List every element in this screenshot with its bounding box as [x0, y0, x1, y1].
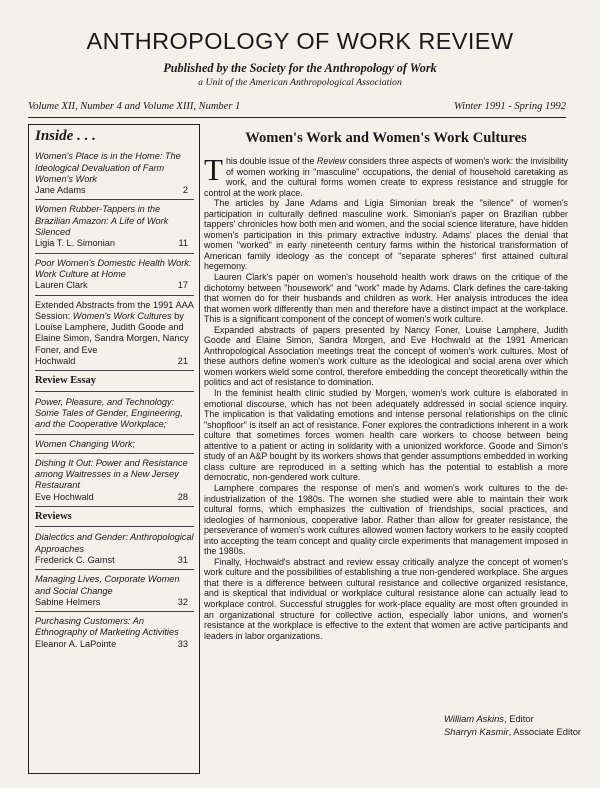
toc-title: Dialectics and Gender: Anthropological Approaches: [35, 532, 194, 554]
article-paragraph: Lamphere compares the response of men's and women's work cultures to the de-industrialization of the 1980s. The women she studied were able to maintain their work cultural forms, which emphasizes the cultivation of friendships, social practices, and ideologies of harmonious, cooperative labor. Rather than allow for greater resistance, the perseverance of women's work cultures allowed women factory workers to be easily coopted into accepting the team concept and quality circle experiments that management imposed in the 1980s.: [204, 482, 568, 557]
issue-bar: [28, 101, 566, 112]
article-body: [204, 152, 568, 641]
header-rule: [28, 117, 566, 118]
toc-title: Extended Abstracts from the 1991 AAA Session: Women's Work Cultures by Louise Lamphere, Judith Goode and Elaine Simon, Sandra Morgen, Nancy Foner, and Eve: [35, 299, 194, 355]
toc-page: 17: [177, 280, 188, 291]
article-title: Women's Work and Women's Work Cultures: [245, 130, 527, 146]
toc-title: Dishing It Out: Power and Resistance among Waitresses in a New Jersey Restaurant: [35, 457, 188, 491]
toc-entry[interactable]: [35, 574, 194, 612]
toc-entry[interactable]: [35, 458, 194, 507]
drop-cap: T: [204, 152, 223, 187]
toc-author: Sabine Helmers: [35, 596, 101, 607]
toc-author: Frederick C. Gamst: [35, 554, 115, 565]
journal-title: ANTHROPOLOGY OF WORK REVIEW: [86, 28, 514, 54]
toc-title: Poor Women's Domestic Health Work: Work Culture at Home: [35, 257, 192, 279]
toc-author: Lauren Clark: [35, 280, 88, 291]
article-paragraph: Finally, Hochwald's abstract and review essay critically analyze the concept of women's work culture and the possibilities of establishing a true non-gendered workplace. She argues that there is a difference between cultural resistance and collective organized resistance, and is skeptical that individual or workplace cultural resistance alone can actually lead to workplace control. Successful struggles for work-place equality are most often grounded in an organizational structure for collective action, especially labor unions, and women's resistance at the workplace is effective to the extent that women are active participants and leaders in labor organizations.: [204, 556, 568, 641]
toc-entry[interactable]: [35, 397, 194, 435]
article-paragraph: Expanded abstracts of papers presented by Nancy Foner, Louise Lamphere, Judith Goode and Elaine Simon, Sandra Morgen, and Eve Hochwald at the 1991 American Anthropological Association meetings treat the concept of women's work cultures. Most of these authors define women's work culture as the ideological and social arena over which women workers wield some control, therefore embedding the concept theoretically within the politics and act of resistance to domination.: [204, 324, 568, 388]
toc-title: Managing Lives, Corporate Women and Social Change: [35, 574, 180, 596]
toc-author: Ligia T. L. Simonian: [35, 238, 116, 249]
toc-page: 33: [177, 638, 188, 649]
editor-line: William Askins, Editor: [444, 713, 534, 724]
toc-title: Purchasing Customers: An Ethnography of Marketing Activities: [35, 616, 179, 638]
issue-season: Winter 1991 - Spring 1992: [454, 101, 566, 112]
toc-entry[interactable]: [35, 258, 194, 296]
toc-title: Power, Pleasure, and Technology: Some Tales of Gender, Engineering, and the Cooperative Workplace;: [35, 396, 183, 430]
publisher-line: Published by the Society for the Anthropology of Work: [163, 61, 437, 75]
article-paragraph: In the feminist health clinic studied by Morgen, women's work culture is elaborated in emotional discourse, which has not been adequately addressed in social science inquiry. The implication is that validating emotions and intense personal relationships on the clinic "shopfloor" is itself an act of resistance. Foner explores the contradictions inherent in a work culture that sometimes forces women health care workers to choose between being attentive to a patient or acting in solidarity with a unionized workforce. Goode and Simon's study of an A&P bought by its workers shows that gender assumptions embedded in working class culture are reproduced in a setting which has the potential to establish a more democratic, non-gendered work culture.: [204, 388, 568, 483]
toc-author: Hochwald: [35, 356, 76, 367]
toc-entry[interactable]: [35, 204, 194, 253]
toc-entry[interactable]: [35, 300, 194, 372]
toc-page: 2: [182, 185, 188, 196]
toc-page: 31: [177, 554, 188, 565]
article-paragraph: Lauren Clark's paper on women's household health work draws on the critique of the dichotomy between "housework" and "work" made by Adams. Clark defines the care-taking that women do for their husbands and children as work. Her analysis introduces the idea that women work differently than men and therefore have a distinct impact at the workplace. This is a significant component of the concept of women's work culture.: [204, 272, 568, 325]
toc-author: Eve Hochwald: [35, 491, 94, 502]
toc-entry[interactable]: [35, 439, 194, 454]
toc-entry[interactable]: [35, 151, 194, 200]
article-paragraph: This double issue of the Review considers three aspects of women's work: the invisibility of women working in "masculine" occupations, the denial of household caretaking as work, and the cultural forms women create to express resistance and struggle for control at the work place.: [204, 152, 568, 198]
toc-author: Eleanor A. LaPointe: [35, 638, 117, 649]
toc-page: 28: [177, 491, 188, 502]
unit-line: a Unit of the American Anthropological Association: [198, 77, 402, 88]
toc-page: 32: [177, 596, 188, 607]
article: [204, 124, 568, 641]
toc-entry[interactable]: [35, 616, 194, 653]
volume-info: Volume XII, Number 4 and Volume XIII, Number 1: [28, 101, 241, 112]
toc-page: 21: [177, 356, 188, 367]
inside-heading: Inside . . .: [35, 128, 96, 144]
toc-title: Women's Place is in the Home: The Ideological Devaluation of Farm Women's Work: [35, 151, 181, 184]
editor-signatures: [444, 713, 581, 738]
article-paragraph: The articles by Jane Adams and Ligia Simonian break the "silence" of women's participation in culturally defined masculine work. Simonian's paper on Brazilian rubber tappers' chronicles how both men and women, and the social science literature, have hidden women's participation in this primary extractive industry. Adams' places the denial that women "worked" in early nineteenth century farms within the historical transformation of American family ideology as the concept of "separate spheres" first attained cultural hegemony.: [204, 198, 568, 272]
toc-page: 11: [178, 238, 188, 249]
toc-title: Women Rubber-Tappers in the Brazilian Amazon: A Life of Work Silenced: [35, 204, 169, 238]
table-of-contents: [28, 124, 200, 774]
associate-editor-line: Sharryn Kasmir, Associate Editor: [444, 725, 582, 737]
reviews-label: Reviews: [35, 511, 194, 527]
toc-title: Women Changing Work;: [35, 438, 136, 449]
toc-author: Jane Adams: [35, 185, 86, 196]
masthead: [0, 28, 600, 88]
review-essay-label: Review Essay: [35, 375, 194, 391]
toc-entry[interactable]: [35, 532, 194, 570]
